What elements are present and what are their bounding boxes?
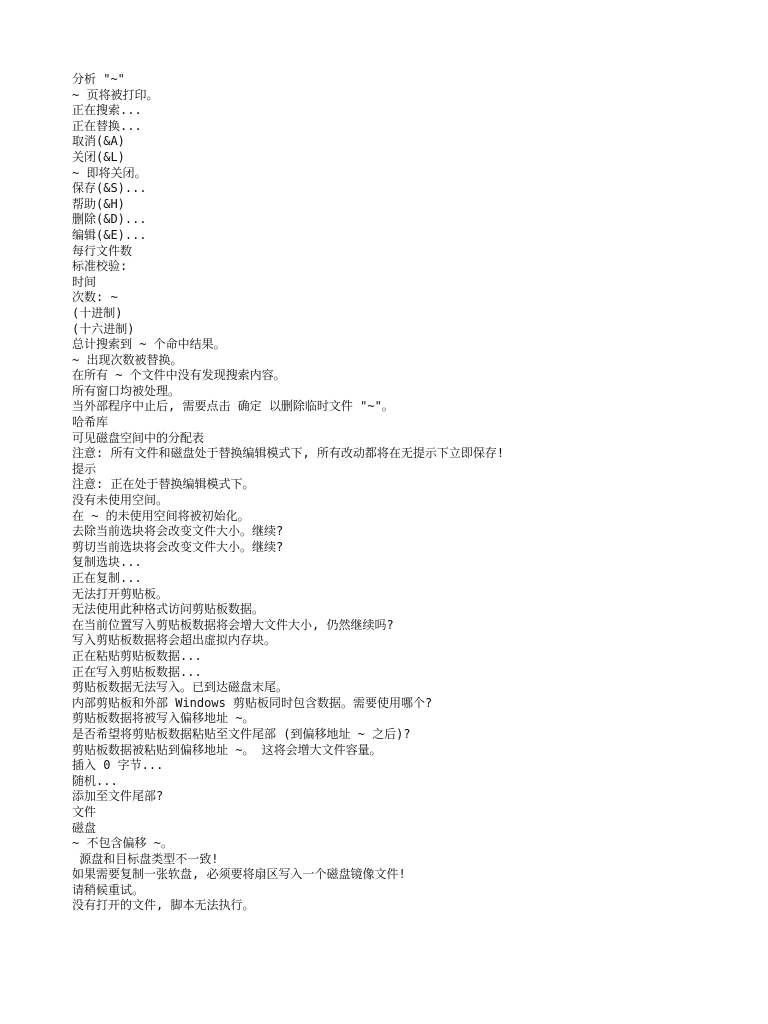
text-line: 取消(&A) — [72, 134, 125, 149]
text-line: (十六进制) — [72, 321, 135, 336]
text-line: 没有打开的文件, 脚本无法执行。 — [72, 898, 255, 913]
text-line: 正在替换... — [72, 118, 142, 133]
text-line: 无法打开剪贴板。 — [72, 586, 169, 601]
text-line: 剪贴板数据被粘贴到偏移地址 ~。 这将会增大文件容量。 — [72, 742, 382, 757]
text-line: ~ 即将关闭。 — [72, 165, 147, 180]
text-line: 帮助(&H) — [72, 196, 125, 211]
text-line: 插入 0 字节... — [72, 758, 164, 773]
text-line: 如果需要复制一张软盘, 必须要将扇区写入一个磁盘镜像文件! — [72, 867, 406, 882]
text-line: 内部剪贴板和外部 Windows 剪贴板同时包含数据。需要使用哪个? — [72, 695, 433, 710]
text-line: 所有窗口均被处理。 — [72, 383, 181, 398]
text-line: 是否希望将剪贴板数据粘贴至文件尾部 (到偏移地址 ~ 之后)? — [72, 726, 411, 741]
text-line: 保存(&S)... — [72, 181, 147, 196]
text-line: 在所有 ~ 个文件中没有发现搜索内容。 — [72, 368, 286, 383]
text-line: 标准校验: — [72, 259, 128, 274]
text-line: 剪切当前选块将会改变文件大小。继续? — [72, 539, 284, 554]
text-line: 分析 "~" — [72, 72, 125, 86]
text-line: 请稍候重试。 — [72, 882, 145, 897]
text-line: 磁盘 — [72, 820, 97, 835]
text-line: 可见磁盘空间中的分配表 — [72, 430, 205, 445]
document-page — [72, 72, 712, 914]
text-line: 注意: 正在处于替换编辑模式下。 — [72, 477, 255, 492]
text-line: 随机... — [72, 773, 118, 788]
text-line: 当外部程序中止后, 需要点击 确定 以删除临时文件 "~"。 — [72, 399, 394, 414]
text-line: 去除当前选块将会改变文件大小。继续? — [72, 524, 284, 539]
text-line: 次数: ~ — [72, 290, 118, 305]
text-line: 写入剪贴板数据将会超出虚拟内存块。 — [72, 633, 277, 648]
text-line: 总计搜索到 ~ 个命中结果。 — [72, 337, 226, 352]
text-line: 正在写入剪贴板数据... — [72, 664, 202, 679]
text-line: (十进制) — [72, 305, 123, 320]
text-line: 正在搜索... — [72, 103, 142, 118]
text-line: 关闭(&L) — [72, 149, 125, 164]
text-line: 提示 — [72, 461, 97, 476]
text-line: 在 ~ 的未使用空间将被初始化。 — [72, 508, 250, 523]
text-line: 在当前位置写入剪贴板数据将会增大文件大小, 仍然继续吗? — [72, 617, 394, 632]
text-line: 剪贴板数据将被写入偏移地址 ~。 — [72, 711, 255, 726]
text-line: 没有未使用空间。 — [72, 493, 169, 508]
text-line: ~ 出现次数被替换。 — [72, 352, 183, 367]
text-line: 删除(&D)... — [72, 212, 147, 227]
text-line: 源盘和目标盘类型不一致! — [72, 851, 219, 866]
text-line: 文件 — [72, 804, 97, 819]
text-line: 注意: 所有文件和磁盘处于替换编辑模式下, 所有改动都将在无提示下立即保存! — [72, 446, 505, 461]
text-line: 无法使用此种格式访问剪贴板数据。 — [72, 602, 265, 617]
text-line: 添加至文件尾部? — [72, 789, 164, 804]
text-line: 正在粘贴剪贴板数据... — [72, 648, 202, 663]
text-line: ~ 页将被打印。 — [72, 87, 159, 102]
text-line: 剪贴板数据无法写入。已到达磁盘末尾。 — [72, 680, 289, 695]
text-line: 正在复制... — [72, 571, 142, 585]
text-line: 复制选块... — [72, 555, 142, 570]
text-line: ~ 不包含偏移 ~。 — [72, 836, 173, 851]
text-line: 哈希库 — [72, 415, 109, 430]
text-line: 每行文件数 — [72, 243, 133, 258]
text-line: 时间 — [72, 274, 97, 289]
text-line: 编辑(&E)... — [72, 227, 147, 242]
